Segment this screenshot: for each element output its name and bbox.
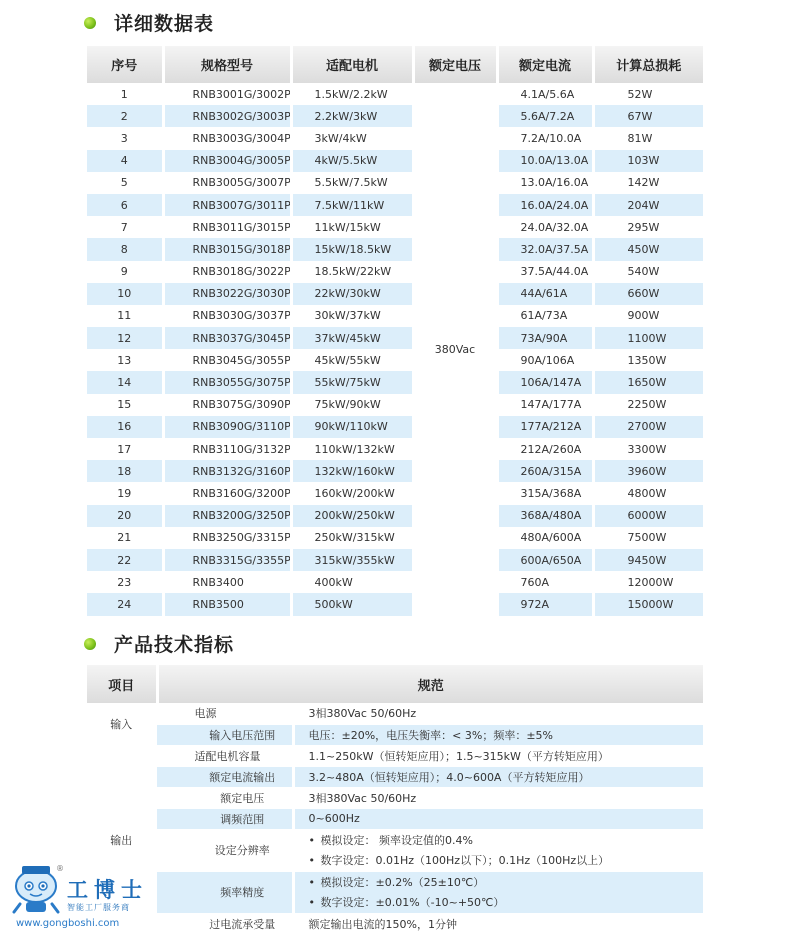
cell-no: 11 <box>87 305 163 327</box>
header-model: 规格型号 <box>163 46 291 83</box>
tech-spec-table <box>87 665 703 935</box>
cell-motor: 75kW/90kW <box>291 394 413 416</box>
table-row <box>87 394 703 416</box>
cell-current: 90A/106A <box>497 349 593 371</box>
cell-no: 21 <box>87 527 163 549</box>
item-input-voltage-range: 输入电压范围 <box>157 724 293 745</box>
cell-model: RNB3132G/3160P <box>163 460 291 482</box>
table-row <box>87 305 703 327</box>
cell-motor: 7.5kW/11kW <box>291 194 413 216</box>
value-resolution <box>293 829 703 871</box>
cell-motor: 1.5kW/2.2kW <box>291 83 413 105</box>
cell-no: 22 <box>87 549 163 571</box>
cell-motor: 55kW/75kW <box>291 371 413 393</box>
value-freq-range: 0~600Hz <box>293 808 703 829</box>
green-bullet-icon <box>84 638 96 650</box>
cell-no: 6 <box>87 194 163 216</box>
bullet-icon: • <box>308 853 315 867</box>
cell-current: 73A/90A <box>497 327 593 349</box>
resolution-analog: 模拟设定： 频率设定值的0.4% <box>320 834 473 847</box>
item-rated-voltage: 额定电压 <box>157 787 293 808</box>
cell-no: 18 <box>87 460 163 482</box>
cell-loss: 81W <box>593 127 703 149</box>
cell-loss: 9450W <box>593 549 703 571</box>
table-row <box>87 83 703 105</box>
cell-motor: 37kW/45kW <box>291 327 413 349</box>
cell-motor: 2.2kW/3kW <box>291 105 413 127</box>
table-row <box>87 913 703 934</box>
table-row <box>87 724 703 745</box>
cell-no: 4 <box>87 150 163 172</box>
cell-no: 23 <box>87 571 163 593</box>
green-bullet-icon <box>84 17 96 29</box>
cell-current: 260A/315A <box>497 460 593 482</box>
cell-current: 32.0A/37.5A <box>497 238 593 260</box>
watermark-url: www.gongboshi.com <box>16 918 120 929</box>
cell-loss: 7500W <box>593 527 703 549</box>
cell-current: 972A <box>497 593 593 615</box>
item-resolution: 设定分辨率 <box>157 829 293 871</box>
cell-current: 147A/177A <box>497 394 593 416</box>
cell-no: 15 <box>87 394 163 416</box>
cell-model: RNB3030G/3037P <box>163 305 291 327</box>
cell-motor: 90kW/110kW <box>291 416 413 438</box>
cell-loss: 52W <box>593 83 703 105</box>
section-title-text: 详细数据表 <box>114 13 215 35</box>
cell-current: 10.0A/13.0A <box>497 150 593 172</box>
section-title-data-table <box>84 9 214 36</box>
value-rated-voltage: 3相380Vac 50/60Hz <box>293 787 703 808</box>
cell-model: RNB3002G/3003P <box>163 105 291 127</box>
section-title-tech-spec <box>84 630 234 657</box>
cell-model: RNB3001G/3002P <box>163 83 291 105</box>
cell-motor: 132kW/160kW <box>291 460 413 482</box>
cell-current: 7.2A/10.0A <box>497 127 593 149</box>
cell-loss: 15000W <box>593 593 703 615</box>
cell-loss: 67W <box>593 105 703 127</box>
table-row <box>87 527 703 549</box>
value-overcurrent: 额定输出电流的150%，1分钟 <box>293 913 703 934</box>
cell-motor: 200kW/250kW <box>291 505 413 527</box>
table-row <box>87 105 703 127</box>
cell-loss: 204W <box>593 194 703 216</box>
cell-model: RNB3500 <box>163 593 291 615</box>
cell-motor: 45kW/55kW <box>291 349 413 371</box>
cell-model: RNB3045G/3055P <box>163 349 291 371</box>
cell-motor: 110kW/132kW <box>291 438 413 460</box>
table-row <box>87 438 703 460</box>
cell-model: RNB3200G/3250P <box>163 505 291 527</box>
cell-loss: 450W <box>593 238 703 260</box>
cell-model: RNB3005G/3007P <box>163 172 291 194</box>
group-input: 输入 <box>87 703 157 745</box>
cell-motor: 400kW <box>291 571 413 593</box>
cell-no: 2 <box>87 105 163 127</box>
cell-model: RNB3075G/3090P <box>163 394 291 416</box>
spec-data-table <box>87 46 703 616</box>
value-input-voltage-range: 电压：±20%，电压失衡率：< 3%；频率：±5% <box>293 724 703 745</box>
table-row <box>87 371 703 393</box>
cell-motor: 22kW/30kW <box>291 283 413 305</box>
cell-no: 8 <box>87 238 163 260</box>
group-output: 输出 <box>87 745 157 934</box>
table-row <box>87 571 703 593</box>
table-row <box>87 194 703 216</box>
cell-current: 368A/480A <box>497 505 593 527</box>
cell-current: 315A/368A <box>497 482 593 504</box>
cell-model: RNB3022G/3030P <box>163 283 291 305</box>
cell-model: RNB3011G/3015P <box>163 216 291 238</box>
header-motor: 适配电机 <box>291 46 413 83</box>
table-row <box>87 150 703 172</box>
item-freq-range: 调频范围 <box>157 808 293 829</box>
cell-no: 7 <box>87 216 163 238</box>
cell-motor: 500kW <box>291 593 413 615</box>
item-freq-accuracy: 频率精度 <box>157 871 293 913</box>
cell-model: RNB3015G/3018P <box>163 238 291 260</box>
cell-loss: 12000W <box>593 571 703 593</box>
cell-loss: 295W <box>593 216 703 238</box>
table-row <box>87 283 703 305</box>
watermark-logo <box>8 862 168 937</box>
table-row <box>87 460 703 482</box>
section-title-text: 产品技术指标 <box>114 634 235 656</box>
header-item: 项目 <box>87 665 157 703</box>
header-voltage: 额定电压 <box>413 46 497 83</box>
cell-motor: 250kW/315kW <box>291 527 413 549</box>
item-power-source: 电源 <box>157 703 293 724</box>
table-row <box>87 549 703 571</box>
cell-rated-voltage: 380Vac <box>413 83 497 616</box>
cell-current: 24.0A/32.0A <box>497 216 593 238</box>
cell-loss: 142W <box>593 172 703 194</box>
table-row <box>87 261 703 283</box>
table-row <box>87 327 703 349</box>
watermark-brand-name: 工博士 <box>67 878 148 902</box>
cell-model: RNB3004G/3005P <box>163 150 291 172</box>
bullet-icon: • <box>308 833 315 847</box>
cell-motor: 15kW/18.5kW <box>291 238 413 260</box>
cell-no: 14 <box>87 371 163 393</box>
cell-current: 61A/73A <box>497 305 593 327</box>
cell-loss: 2700W <box>593 416 703 438</box>
table-row <box>87 416 703 438</box>
table-row <box>87 787 703 808</box>
cell-motor: 160kW/200kW <box>291 482 413 504</box>
cell-current: 44A/61A <box>497 283 593 305</box>
header-no: 序号 <box>87 46 163 83</box>
value-power-source: 3相380Vac 50/60Hz <box>293 703 703 724</box>
bullet-icon: • <box>308 875 315 889</box>
table-row <box>87 349 703 371</box>
header-spec: 规范 <box>157 665 703 703</box>
cell-current: 760A <box>497 571 593 593</box>
cell-model: RNB3037G/3045P <box>163 327 291 349</box>
registered-mark: ® <box>56 864 64 873</box>
table-row <box>87 505 703 527</box>
accuracy-digital: 数字设定：±0.01%（-10~+50℃） <box>320 896 505 909</box>
cell-model: RNB3090G/3110P <box>163 416 291 438</box>
cell-current: 16.0A/24.0A <box>497 194 593 216</box>
cell-model: RNB3018G/3022P <box>163 261 291 283</box>
cell-current: 13.0A/16.0A <box>497 172 593 194</box>
table-header-row <box>87 665 703 703</box>
cell-model: RNB3400 <box>163 571 291 593</box>
cell-loss: 2250W <box>593 394 703 416</box>
value-freq-accuracy <box>293 871 703 913</box>
cell-model: RNB3007G/3011P <box>163 194 291 216</box>
cell-loss: 660W <box>593 283 703 305</box>
cell-motor: 3kW/4kW <box>291 127 413 149</box>
cell-motor: 4kW/5.5kW <box>291 150 413 172</box>
cell-current: 600A/650A <box>497 549 593 571</box>
cell-loss: 6000W <box>593 505 703 527</box>
cell-no: 24 <box>87 593 163 615</box>
cell-model: RNB3055G/3075P <box>163 371 291 393</box>
bullet-icon: • <box>308 895 315 909</box>
cell-loss: 1650W <box>593 371 703 393</box>
table-row <box>87 482 703 504</box>
cell-no: 12 <box>87 327 163 349</box>
watermark-subtitle: 智能工厂服务商 <box>67 903 130 912</box>
cell-no: 13 <box>87 349 163 371</box>
cell-loss: 1100W <box>593 327 703 349</box>
table-row <box>87 127 703 149</box>
item-overcurrent: 过电流承受量 <box>157 913 293 934</box>
cell-no: 3 <box>87 127 163 149</box>
cell-current: 106A/147A <box>497 371 593 393</box>
value-rated-current-output: 3.2~480A（恒转矩应用）；4.0~600A（平方转矩应用） <box>293 766 703 787</box>
cell-current: 212A/260A <box>497 438 593 460</box>
cell-no: 19 <box>87 482 163 504</box>
cell-loss: 1350W <box>593 349 703 371</box>
cell-no: 1 <box>87 83 163 105</box>
resolution-digital: 数字设定：0.01Hz（100Hz以下）；0.1Hz（100Hz以上） <box>320 854 610 867</box>
table-row <box>87 766 703 787</box>
cell-model: RNB3003G/3004P <box>163 127 291 149</box>
cell-current: 37.5A/44.0A <box>497 261 593 283</box>
cell-no: 20 <box>87 505 163 527</box>
cell-no: 17 <box>87 438 163 460</box>
cell-motor: 11kW/15kW <box>291 216 413 238</box>
cell-model: RNB3250G/3315P <box>163 527 291 549</box>
table-row <box>87 216 703 238</box>
table-row <box>87 745 703 766</box>
table-row <box>87 238 703 260</box>
cell-loss: 900W <box>593 305 703 327</box>
table-row <box>87 829 703 871</box>
cell-no: 9 <box>87 261 163 283</box>
cell-motor: 315kW/355kW <box>291 549 413 571</box>
cell-loss: 4800W <box>593 482 703 504</box>
cell-model: RNB3315G/3355P <box>163 549 291 571</box>
cell-no: 5 <box>87 172 163 194</box>
cell-current: 177A/212A <box>497 416 593 438</box>
table-header-row <box>87 46 703 83</box>
cell-current: 4.1A/5.6A <box>497 83 593 105</box>
cell-current: 5.6A/7.2A <box>497 105 593 127</box>
cell-motor: 30kW/37kW <box>291 305 413 327</box>
cell-model: RNB3160G/3200P <box>163 482 291 504</box>
cell-motor: 18.5kW/22kW <box>291 261 413 283</box>
cell-motor: 5.5kW/7.5kW <box>291 172 413 194</box>
cell-no: 10 <box>87 283 163 305</box>
item-rated-current-output: 额定电流输出 <box>157 766 293 787</box>
cell-no: 16 <box>87 416 163 438</box>
cell-loss: 103W <box>593 150 703 172</box>
item-motor-capacity: 适配电机容量 <box>157 745 293 766</box>
table-row <box>87 808 703 829</box>
value-motor-capacity: 1.1~250kW（恒转矩应用）；1.5~315kW（平方转矩应用） <box>293 745 703 766</box>
table-row <box>87 871 703 913</box>
cell-current: 480A/600A <box>497 527 593 549</box>
cell-loss: 3300W <box>593 438 703 460</box>
table-row <box>87 172 703 194</box>
accuracy-analog: 模拟设定：±0.2%（25±10℃） <box>320 876 485 889</box>
cell-loss: 540W <box>593 261 703 283</box>
cell-model: RNB3110G/3132P <box>163 438 291 460</box>
header-loss: 计算总损耗 <box>593 46 703 83</box>
header-current: 额定电流 <box>497 46 593 83</box>
table-row <box>87 703 703 724</box>
cell-loss: 3960W <box>593 460 703 482</box>
table-row <box>87 593 703 615</box>
